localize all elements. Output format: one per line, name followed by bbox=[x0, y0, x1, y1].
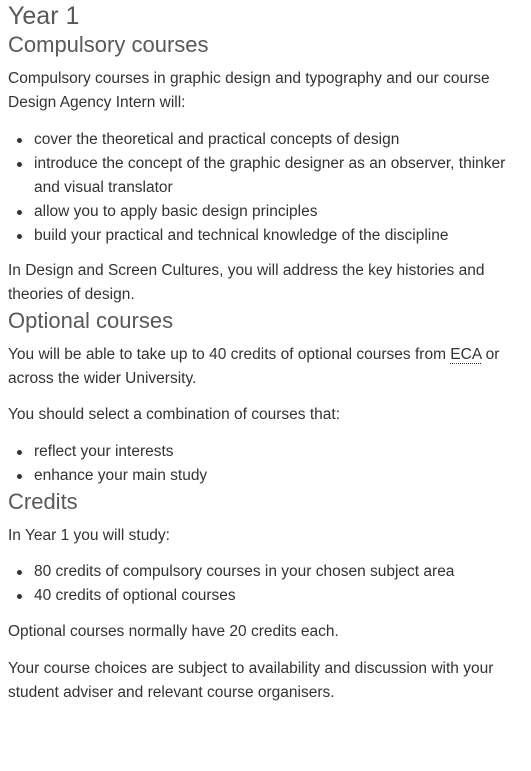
list-item: allow you to apply basic design principles bbox=[34, 200, 523, 224]
credits-list bbox=[8, 560, 523, 608]
compulsory-courses-intro: Compulsory courses in graphic design and typography and our course Design Agency Intern will: bbox=[8, 70, 490, 111]
optional-courses-list bbox=[8, 440, 523, 488]
optional-credits-text-start: You will be able to take up to 40 credits of optional courses from bbox=[8, 346, 451, 363]
optional-credits-text-end: or across the wider University. bbox=[8, 346, 500, 387]
course-choices-text: Your course choices are subject to availability and discussion with your student adviser and relevant course organisers. bbox=[8, 660, 494, 701]
list-item: enhance your main study bbox=[34, 464, 523, 488]
list-item: reflect your interests bbox=[34, 440, 523, 464]
compulsory-courses-list bbox=[8, 128, 523, 248]
design-screen-cultures-text: In Design and Screen Cultures, you will address the key histories and theories of design. bbox=[8, 262, 485, 303]
course-selection-text: You should select a combination of courses that: bbox=[8, 406, 341, 423]
page-title: Year 1 bbox=[8, 2, 80, 30]
credits-heading: Credits bbox=[8, 489, 78, 514]
eca-abbreviation[interactable]: ECA bbox=[450, 346, 482, 363]
compulsory-courses-heading: Compulsory courses bbox=[8, 32, 209, 57]
list-item: 40 credits of optional courses bbox=[34, 584, 523, 608]
credits-intro: In Year 1 you will study: bbox=[8, 527, 170, 544]
optional-course-credits-text: Optional courses normally have 20 credits each. bbox=[8, 623, 339, 640]
list-item: introduce the concept of the graphic designer as an observer, thinker and visual translator bbox=[34, 152, 523, 200]
list-item: build your practical and technical knowledge of the discipline bbox=[34, 224, 523, 248]
list-item: cover the theoretical and practical concepts of design bbox=[34, 128, 523, 152]
optional-courses-heading: Optional courses bbox=[8, 308, 174, 333]
optional-credits-text bbox=[8, 343, 523, 391]
list-item: 80 credits of compulsory courses in your chosen subject area bbox=[34, 560, 523, 584]
